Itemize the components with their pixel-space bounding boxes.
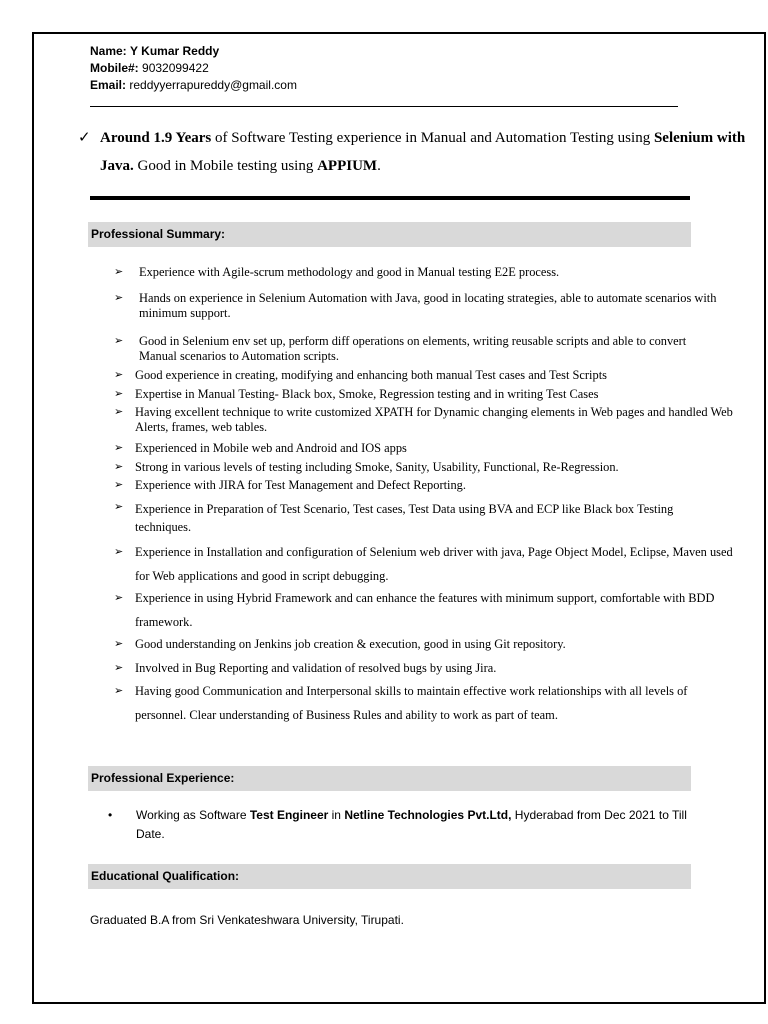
experience-text (136, 806, 706, 844)
education-heading: Educational Qualification: (88, 864, 691, 889)
arrow-icon: ➢ (114, 638, 124, 650)
experience-role: Test Engineer (249, 808, 329, 822)
summary-heading: Professional Summary: (88, 222, 691, 247)
list-item-text: Having excellent technique to write customized XPATH for Dynamic changing elements in Web pages and handled Web Alerts, frames, web tables. (135, 405, 733, 434)
arrow-icon: ➢ (114, 369, 124, 381)
list-item-text: Good in Selenium env set up, perform diff operations on elements, writing reusable scripts and able to convert Manual scenarios to Automation scripts. (139, 334, 687, 363)
contact-block (90, 43, 297, 94)
arrow-icon: ➢ (114, 335, 124, 347)
list-item-text: Hands on experience in Selenium Automation with Java, good in locating strategies, able to automate scenarios with minimum support. (139, 291, 717, 320)
candidate-name: Y Kumar Reddy (130, 44, 220, 58)
experience-mid: in (328, 808, 345, 822)
list-item-text: Good experience in creating, modifying and enhancing both manual Test cases and Test Scripts (135, 368, 607, 382)
experience-post: Hyderabad from Dec 2021 to Till Date. (136, 808, 687, 841)
checkmark-icon: ✓ (78, 130, 91, 146)
headline-period: . (377, 158, 381, 174)
mobile-line (90, 60, 297, 77)
headline-text (100, 124, 760, 180)
bullet-dot-icon: • (108, 808, 113, 822)
list-item-text: Expertise in Manual Testing- Black box, Smoke, Regression testing and in writing Test Cases (135, 387, 599, 401)
email-address: reddyyerrapureddy@gmail.com (129, 78, 297, 92)
headline-divider (90, 196, 690, 200)
name-label: Name: (90, 44, 127, 58)
headline-part2: of Software Testing experience in Manual and Automation Testing using (211, 130, 654, 146)
mobile-label: Mobile#: (90, 61, 139, 75)
list-item-text: Experience with JIRA for Test Management and Defect Reporting. (135, 478, 466, 492)
list-item-text: Good understanding on Jenkins job creation & execution, good in using Git repository. (135, 637, 566, 651)
arrow-icon: ➢ (114, 266, 124, 278)
headline-appium: APPIUM (317, 158, 378, 174)
experience-pre: Working as Software (136, 808, 250, 822)
contact-divider (90, 106, 678, 107)
list-item-text: Experience in using Hybrid Framework and can enhance the features with minimum support, comfortable with BDD framework. (135, 591, 715, 629)
headline-selenium: Selenium with Java. (100, 130, 746, 174)
arrow-icon: ➢ (114, 461, 124, 473)
list-item-text: Experienced in Mobile web and Android and IOS apps (135, 441, 407, 455)
arrow-icon: ➢ (114, 501, 124, 513)
headline-part4: Good in Mobile testing using (133, 158, 318, 174)
experience-heading: Professional Experience: (88, 766, 691, 791)
list-item-text: Strong in various levels of testing including Smoke, Sanity, Usability, Functional, Re-Regression. (135, 460, 619, 474)
mobile-number: 9032099422 (142, 61, 209, 75)
arrow-icon: ➢ (114, 388, 124, 400)
arrow-icon: ➢ (114, 662, 124, 674)
email-label: Email: (90, 78, 127, 92)
arrow-icon: ➢ (114, 442, 124, 454)
arrow-icon: ➢ (114, 292, 124, 304)
list-item-text: Experience in Preparation of Test Scenario, Test cases, Test Data using BVA and ECP like Black box Testing techniques. (135, 502, 674, 534)
list-item-text: Experience with Agile-scrum methodology and good in Manual testing E2E process. (139, 265, 560, 279)
name-line (90, 43, 297, 60)
arrow-icon: ➢ (114, 592, 124, 604)
arrow-icon: ➢ (114, 479, 124, 491)
email-line (90, 77, 297, 94)
education-text: Graduated B.A from Sri Venkateshwara University, Tirupati. (90, 913, 404, 927)
arrow-icon: ➢ (114, 406, 124, 418)
arrow-icon: ➢ (114, 685, 124, 697)
headline-years: Around 1.9 Years (100, 130, 212, 146)
list-item-text: Experience in Installation and configuration of Selenium web driver with java, Page Object Model, Eclipse, Maven used for Web applications and good in script debugging. (135, 545, 733, 583)
arrow-icon: ➢ (114, 546, 124, 558)
list-item-text: Involved in Bug Reporting and validation of resolved bugs by using Jira. (135, 661, 497, 675)
experience-company: Netline Technologies Pvt.Ltd, (344, 808, 512, 822)
list-item-text: Having good Communication and Interpersonal skills to maintain effective work relationships with all levels of personnel. Clear understanding of Business Rules and ability to work as part of team. (135, 684, 688, 722)
